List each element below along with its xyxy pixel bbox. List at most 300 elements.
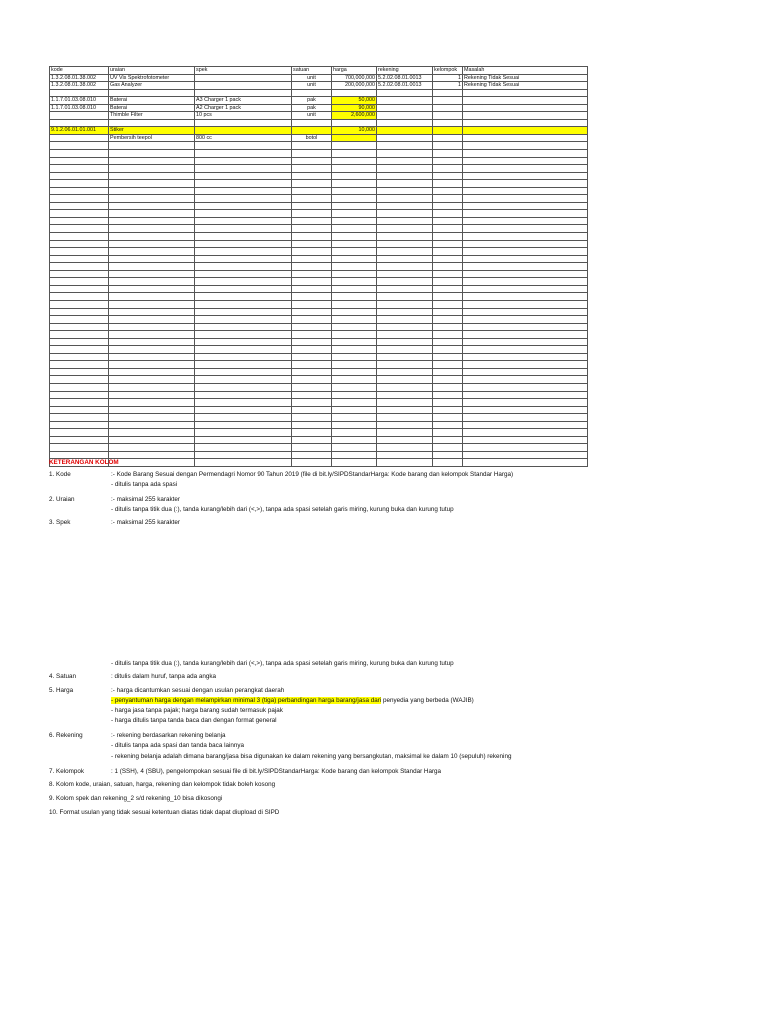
empty-cell[interactable]	[332, 346, 377, 354]
cell-rekening[interactable]	[377, 97, 433, 105]
empty-cell[interactable]	[377, 217, 433, 225]
empty-cell[interactable]	[50, 353, 109, 361]
empty-cell[interactable]	[195, 323, 292, 331]
empty-cell[interactable]	[292, 293, 332, 301]
empty-cell[interactable]	[195, 406, 292, 414]
empty-cell[interactable]	[332, 436, 377, 444]
empty-cell[interactable]	[195, 361, 292, 369]
empty-cell[interactable]	[463, 142, 588, 150]
cell-kelompok[interactable]	[433, 127, 463, 135]
empty-cell[interactable]	[433, 172, 463, 180]
cell-kode[interactable]: 1.3.2.08.01.38.002	[50, 82, 109, 90]
empty-cell[interactable]	[377, 172, 433, 180]
cell-kelompok[interactable]	[433, 89, 463, 97]
empty-cell[interactable]	[433, 248, 463, 256]
empty-cell[interactable]	[109, 202, 195, 210]
cell-spek[interactable]: A2 Charger 1 pack	[195, 104, 292, 112]
header-satuan[interactable]: satuan	[292, 67, 332, 75]
empty-cell[interactable]	[433, 180, 463, 188]
empty-cell[interactable]	[463, 346, 588, 354]
empty-cell[interactable]	[377, 361, 433, 369]
empty-cell[interactable]	[109, 225, 195, 233]
empty-cell[interactable]	[377, 240, 433, 248]
empty-cell[interactable]	[109, 248, 195, 256]
empty-cell[interactable]	[463, 391, 588, 399]
empty-cell[interactable]	[332, 187, 377, 195]
empty-cell[interactable]	[50, 248, 109, 256]
empty-cell[interactable]	[332, 150, 377, 158]
empty-cell[interactable]	[50, 406, 109, 414]
empty-cell[interactable]	[50, 293, 109, 301]
empty-cell[interactable]	[109, 157, 195, 165]
empty-cell[interactable]	[377, 368, 433, 376]
empty-cell[interactable]	[433, 406, 463, 414]
empty-cell[interactable]	[109, 255, 195, 263]
empty-cell[interactable]	[195, 414, 292, 422]
empty-cell[interactable]	[195, 459, 292, 467]
empty-cell[interactable]	[195, 338, 292, 346]
header-uraian[interactable]: uraian	[109, 67, 195, 75]
empty-cell[interactable]	[292, 150, 332, 158]
empty-cell[interactable]	[109, 399, 195, 407]
empty-cell[interactable]	[50, 451, 109, 459]
empty-cell[interactable]	[433, 361, 463, 369]
cell-harga[interactable]: 200,000,000	[332, 82, 377, 90]
empty-cell[interactable]	[292, 285, 332, 293]
empty-cell[interactable]	[332, 376, 377, 384]
empty-cell[interactable]	[377, 165, 433, 173]
empty-cell[interactable]	[292, 308, 332, 316]
cell-uraian[interactable]: Baterai	[109, 104, 195, 112]
empty-cell[interactable]	[109, 165, 195, 173]
empty-cell[interactable]	[195, 353, 292, 361]
cell-masalah[interactable]	[463, 97, 588, 105]
cell-kelompok[interactable]	[433, 104, 463, 112]
empty-cell[interactable]	[332, 414, 377, 422]
empty-cell[interactable]	[292, 368, 332, 376]
empty-cell[interactable]	[463, 293, 588, 301]
empty-cell[interactable]	[332, 300, 377, 308]
cell-uraian[interactable]: Stiker	[109, 127, 195, 135]
empty-cell[interactable]	[332, 233, 377, 241]
empty-cell[interactable]	[195, 255, 292, 263]
empty-cell[interactable]	[332, 406, 377, 414]
empty-cell[interactable]	[109, 414, 195, 422]
empty-cell[interactable]	[377, 353, 433, 361]
cell-masalah[interactable]	[463, 89, 588, 97]
cell-masalah[interactable]: Rekening Tidak Sesuai	[463, 82, 588, 90]
empty-cell[interactable]	[463, 444, 588, 452]
empty-cell[interactable]	[292, 346, 332, 354]
empty-cell[interactable]	[377, 202, 433, 210]
empty-cell[interactable]	[109, 278, 195, 286]
empty-cell[interactable]	[377, 383, 433, 391]
empty-cell[interactable]	[463, 300, 588, 308]
empty-cell[interactable]	[50, 210, 109, 218]
empty-cell[interactable]	[433, 300, 463, 308]
empty-cell[interactable]	[463, 248, 588, 256]
empty-cell[interactable]	[377, 399, 433, 407]
empty-cell[interactable]	[463, 150, 588, 158]
empty-cell[interactable]	[433, 376, 463, 384]
empty-cell[interactable]	[195, 429, 292, 437]
empty-cell[interactable]	[332, 459, 377, 467]
empty-cell[interactable]	[377, 421, 433, 429]
empty-cell[interactable]	[377, 414, 433, 422]
empty-cell[interactable]	[433, 331, 463, 339]
header-masalah[interactable]: Masalah	[463, 67, 588, 75]
empty-cell[interactable]	[50, 187, 109, 195]
empty-cell[interactable]	[463, 285, 588, 293]
cell-masalah[interactable]: Rekening Tidak Sesuai	[463, 74, 588, 82]
empty-cell[interactable]	[50, 195, 109, 203]
empty-cell[interactable]	[292, 353, 332, 361]
empty-cell[interactable]	[50, 263, 109, 271]
empty-cell[interactable]	[292, 255, 332, 263]
empty-cell[interactable]	[332, 225, 377, 233]
empty-cell[interactable]	[50, 316, 109, 324]
empty-cell[interactable]	[332, 165, 377, 173]
empty-cell[interactable]	[377, 210, 433, 218]
empty-cell[interactable]	[292, 376, 332, 384]
empty-cell[interactable]	[332, 316, 377, 324]
empty-cell[interactable]	[195, 263, 292, 271]
cell-satuan[interactable]: pak	[292, 97, 332, 105]
empty-cell[interactable]	[377, 195, 433, 203]
empty-cell[interactable]	[109, 331, 195, 339]
empty-cell[interactable]	[433, 346, 463, 354]
empty-cell[interactable]	[463, 240, 588, 248]
empty-cell[interactable]	[50, 383, 109, 391]
empty-cell[interactable]	[463, 414, 588, 422]
empty-cell[interactable]	[433, 383, 463, 391]
empty-cell[interactable]	[109, 323, 195, 331]
empty-cell[interactable]	[463, 255, 588, 263]
empty-cell[interactable]	[433, 444, 463, 452]
empty-cell[interactable]	[332, 202, 377, 210]
cell-kode[interactable]: 9.1.2.06.01.01.001	[50, 127, 109, 135]
empty-cell[interactable]	[109, 353, 195, 361]
empty-cell[interactable]	[292, 157, 332, 165]
empty-cell[interactable]	[109, 444, 195, 452]
empty-cell[interactable]	[109, 338, 195, 346]
empty-cell[interactable]	[109, 346, 195, 354]
empty-cell[interactable]	[433, 195, 463, 203]
empty-cell[interactable]	[463, 451, 588, 459]
empty-cell[interactable]	[433, 187, 463, 195]
empty-cell[interactable]	[463, 353, 588, 361]
empty-cell[interactable]	[50, 255, 109, 263]
empty-cell[interactable]	[463, 323, 588, 331]
empty-cell[interactable]	[195, 142, 292, 150]
empty-cell[interactable]	[433, 150, 463, 158]
empty-cell[interactable]	[332, 240, 377, 248]
empty-cell[interactable]	[109, 263, 195, 271]
empty-cell[interactable]	[292, 217, 332, 225]
empty-cell[interactable]	[433, 217, 463, 225]
empty-cell[interactable]	[292, 338, 332, 346]
empty-cell[interactable]	[109, 217, 195, 225]
empty-cell[interactable]	[109, 391, 195, 399]
empty-cell[interactable]	[109, 187, 195, 195]
empty-cell[interactable]	[50, 172, 109, 180]
empty-cell[interactable]	[433, 399, 463, 407]
empty-cell[interactable]	[50, 444, 109, 452]
empty-cell[interactable]	[50, 202, 109, 210]
cell-harga[interactable]: 10,000	[332, 127, 377, 135]
empty-cell[interactable]	[463, 217, 588, 225]
empty-cell[interactable]	[292, 406, 332, 414]
empty-cell[interactable]	[50, 233, 109, 241]
empty-cell[interactable]	[292, 331, 332, 339]
empty-cell[interactable]	[292, 278, 332, 286]
empty-cell[interactable]	[463, 308, 588, 316]
empty-cell[interactable]	[463, 180, 588, 188]
empty-cell[interactable]	[109, 240, 195, 248]
empty-cell[interactable]	[292, 210, 332, 218]
empty-cell[interactable]	[292, 240, 332, 248]
cell-kelompok[interactable]	[433, 119, 463, 127]
empty-cell[interactable]	[463, 270, 588, 278]
empty-cell[interactable]	[292, 451, 332, 459]
empty-cell[interactable]	[50, 346, 109, 354]
empty-cell[interactable]	[332, 285, 377, 293]
empty-cell[interactable]	[50, 338, 109, 346]
empty-cell[interactable]	[50, 165, 109, 173]
empty-cell[interactable]	[195, 293, 292, 301]
empty-cell[interactable]	[109, 316, 195, 324]
empty-cell[interactable]	[195, 376, 292, 384]
empty-cell[interactable]	[109, 233, 195, 241]
empty-cell[interactable]	[463, 436, 588, 444]
empty-cell[interactable]	[195, 217, 292, 225]
empty-cell[interactable]	[195, 368, 292, 376]
cell-kode[interactable]	[50, 89, 109, 97]
empty-cell[interactable]	[195, 180, 292, 188]
empty-cell[interactable]	[332, 399, 377, 407]
empty-cell[interactable]	[377, 429, 433, 437]
empty-cell[interactable]	[377, 451, 433, 459]
empty-cell[interactable]	[109, 210, 195, 218]
empty-cell[interactable]	[433, 391, 463, 399]
empty-cell[interactable]	[463, 421, 588, 429]
empty-cell[interactable]	[292, 421, 332, 429]
empty-cell[interactable]	[292, 361, 332, 369]
cell-kode[interactable]: 1.3.2.08.01.38.002	[50, 74, 109, 82]
empty-cell[interactable]	[377, 391, 433, 399]
empty-cell[interactable]	[109, 285, 195, 293]
cell-uraian[interactable]	[109, 89, 195, 97]
cell-uraian[interactable]: Gas Analyzer	[109, 82, 195, 90]
empty-cell[interactable]	[195, 195, 292, 203]
empty-cell[interactable]	[377, 346, 433, 354]
cell-rekening[interactable]	[377, 89, 433, 97]
empty-cell[interactable]	[377, 255, 433, 263]
empty-cell[interactable]	[433, 255, 463, 263]
empty-cell[interactable]	[332, 217, 377, 225]
empty-cell[interactable]	[377, 444, 433, 452]
empty-cell[interactable]	[109, 361, 195, 369]
empty-cell[interactable]	[195, 391, 292, 399]
cell-rekening[interactable]	[377, 127, 433, 135]
cell-rekening[interactable]	[377, 104, 433, 112]
empty-cell[interactable]	[433, 270, 463, 278]
empty-cell[interactable]	[332, 444, 377, 452]
empty-cell[interactable]	[433, 278, 463, 286]
empty-cell[interactable]	[292, 202, 332, 210]
empty-cell[interactable]	[463, 195, 588, 203]
cell-rekening[interactable]	[377, 119, 433, 127]
empty-cell[interactable]	[433, 368, 463, 376]
cell-uraian[interactable]: Thimble Filter	[109, 112, 195, 120]
cell-harga[interactable]: 50,000	[332, 97, 377, 105]
cell-masalah[interactable]	[463, 134, 588, 142]
empty-cell[interactable]	[50, 225, 109, 233]
cell-spek[interactable]	[195, 82, 292, 90]
empty-cell[interactable]	[292, 187, 332, 195]
empty-cell[interactable]	[377, 300, 433, 308]
cell-uraian[interactable]: Baterai	[109, 97, 195, 105]
empty-cell[interactable]	[292, 383, 332, 391]
empty-cell[interactable]	[377, 157, 433, 165]
cell-masalah[interactable]	[463, 119, 588, 127]
empty-cell[interactable]	[463, 263, 588, 271]
empty-cell[interactable]	[463, 172, 588, 180]
empty-cell[interactable]	[195, 421, 292, 429]
empty-cell[interactable]	[195, 285, 292, 293]
empty-cell[interactable]	[332, 278, 377, 286]
empty-cell[interactable]	[332, 331, 377, 339]
empty-cell[interactable]	[109, 376, 195, 384]
header-harga[interactable]: harga	[332, 67, 377, 75]
empty-cell[interactable]	[377, 459, 433, 467]
empty-cell[interactable]	[377, 323, 433, 331]
empty-cell[interactable]	[109, 451, 195, 459]
empty-cell[interactable]	[50, 270, 109, 278]
empty-cell[interactable]	[109, 383, 195, 391]
empty-cell[interactable]	[195, 278, 292, 286]
empty-cell[interactable]	[433, 157, 463, 165]
empty-cell[interactable]	[377, 338, 433, 346]
empty-cell[interactable]	[292, 399, 332, 407]
cell-kelompok[interactable]	[433, 112, 463, 120]
empty-cell[interactable]	[433, 308, 463, 316]
empty-cell[interactable]	[292, 142, 332, 150]
empty-cell[interactable]	[377, 150, 433, 158]
empty-cell[interactable]	[292, 323, 332, 331]
empty-cell[interactable]	[109, 429, 195, 437]
empty-cell[interactable]	[195, 233, 292, 241]
empty-cell[interactable]	[195, 202, 292, 210]
empty-cell[interactable]	[332, 195, 377, 203]
cell-satuan[interactable]: unit	[292, 112, 332, 120]
empty-cell[interactable]	[463, 187, 588, 195]
empty-cell[interactable]	[433, 323, 463, 331]
empty-cell[interactable]	[292, 270, 332, 278]
empty-cell[interactable]	[377, 406, 433, 414]
empty-cell[interactable]	[109, 406, 195, 414]
cell-harga[interactable]	[332, 134, 377, 142]
cell-harga[interactable]	[332, 89, 377, 97]
empty-cell[interactable]	[50, 368, 109, 376]
cell-harga[interactable]	[332, 119, 377, 127]
empty-cell[interactable]	[292, 444, 332, 452]
empty-cell[interactable]	[292, 172, 332, 180]
empty-cell[interactable]	[433, 210, 463, 218]
empty-cell[interactable]	[377, 263, 433, 271]
cell-kode[interactable]	[50, 119, 109, 127]
empty-cell[interactable]	[195, 300, 292, 308]
empty-cell[interactable]	[195, 187, 292, 195]
empty-cell[interactable]	[50, 150, 109, 158]
empty-cell[interactable]	[332, 293, 377, 301]
empty-cell[interactable]	[377, 331, 433, 339]
empty-cell[interactable]	[433, 414, 463, 422]
empty-cell[interactable]	[377, 233, 433, 241]
empty-cell[interactable]	[109, 195, 195, 203]
empty-cell[interactable]	[463, 210, 588, 218]
empty-cell[interactable]	[433, 263, 463, 271]
empty-cell[interactable]	[50, 399, 109, 407]
empty-cell[interactable]	[292, 391, 332, 399]
header-rekening[interactable]: rekening	[377, 67, 433, 75]
empty-cell[interactable]	[50, 180, 109, 188]
cell-satuan[interactable]: botol	[292, 134, 332, 142]
empty-cell[interactable]	[292, 429, 332, 437]
empty-cell[interactable]	[50, 436, 109, 444]
empty-cell[interactable]	[332, 172, 377, 180]
empty-cell[interactable]	[377, 376, 433, 384]
empty-cell[interactable]	[292, 414, 332, 422]
empty-cell[interactable]	[377, 308, 433, 316]
empty-cell[interactable]	[377, 316, 433, 324]
empty-cell[interactable]	[109, 142, 195, 150]
empty-cell[interactable]	[463, 331, 588, 339]
empty-cell[interactable]	[292, 316, 332, 324]
empty-cell[interactable]	[332, 338, 377, 346]
empty-cell[interactable]	[292, 180, 332, 188]
cell-spek[interactable]: 800 cc	[195, 134, 292, 142]
empty-cell[interactable]	[109, 368, 195, 376]
empty-cell[interactable]	[292, 225, 332, 233]
cell-rekening[interactable]: 5.2.02.08.01.0013	[377, 82, 433, 90]
cell-satuan[interactable]	[292, 119, 332, 127]
empty-cell[interactable]	[332, 323, 377, 331]
empty-cell[interactable]	[195, 270, 292, 278]
empty-cell[interactable]	[377, 225, 433, 233]
empty-cell[interactable]	[195, 165, 292, 173]
empty-cell[interactable]	[433, 202, 463, 210]
empty-cell[interactable]	[463, 383, 588, 391]
empty-cell[interactable]	[50, 308, 109, 316]
empty-cell[interactable]	[377, 180, 433, 188]
empty-cell[interactable]	[433, 233, 463, 241]
empty-cell[interactable]	[292, 436, 332, 444]
empty-cell[interactable]	[463, 202, 588, 210]
empty-cell[interactable]	[377, 270, 433, 278]
cell-satuan[interactable]: pak	[292, 104, 332, 112]
empty-cell[interactable]	[195, 157, 292, 165]
cell-satuan[interactable]: unit	[292, 82, 332, 90]
empty-cell[interactable]	[463, 316, 588, 324]
cell-kelompok[interactable]: 1	[433, 74, 463, 82]
cell-rekening[interactable]: 5.2.02.08.01.0013	[377, 74, 433, 82]
empty-cell[interactable]	[332, 255, 377, 263]
empty-cell[interactable]	[463, 225, 588, 233]
empty-cell[interactable]	[332, 210, 377, 218]
empty-cell[interactable]	[463, 399, 588, 407]
empty-cell[interactable]	[332, 421, 377, 429]
